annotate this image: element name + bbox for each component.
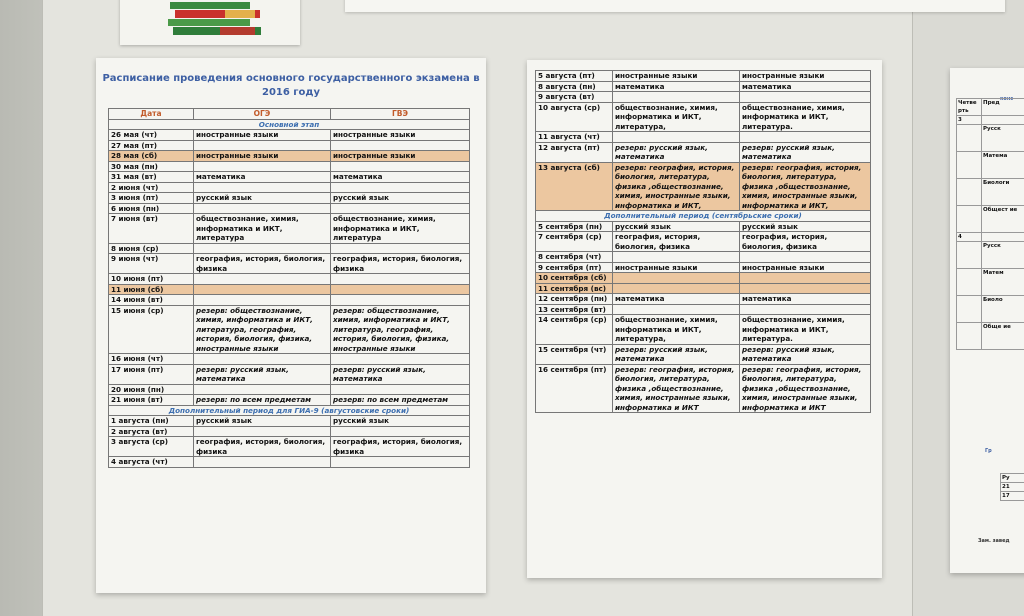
table-row bbox=[109, 214, 470, 244]
oge-cell bbox=[613, 273, 740, 284]
gve-cell bbox=[331, 274, 470, 285]
date-cell: 5 сентября (пн) bbox=[536, 221, 613, 232]
gve-cell: иностранные языки bbox=[331, 130, 470, 141]
date-cell: 8 июня (ср) bbox=[109, 243, 194, 254]
top-poster-2 bbox=[345, 0, 1005, 12]
table-row bbox=[536, 71, 871, 82]
gve-cell bbox=[331, 140, 470, 151]
table-cell: 4 bbox=[957, 233, 982, 242]
date-cell: 12 августа (пт) bbox=[536, 142, 613, 162]
date-cell: 7 сентября (ср) bbox=[536, 232, 613, 252]
table-row bbox=[536, 294, 871, 305]
table-row bbox=[957, 152, 1024, 179]
table-row bbox=[957, 233, 1024, 242]
gve-cell: иностранные языки bbox=[740, 71, 871, 82]
oge-cell: обществознание, химия, информатика и ИКТ, литература, bbox=[613, 102, 740, 132]
table-row bbox=[109, 193, 470, 204]
gve-cell: резерв: русский язык, математика bbox=[740, 142, 871, 162]
oge-cell bbox=[613, 132, 740, 143]
gve-cell: резерв: география, история, биология, литература, физика ,обществознание, химия, иностранные языки, информатика и ИКТ, bbox=[740, 162, 871, 211]
table-row bbox=[957, 242, 1024, 269]
oge-cell: математика bbox=[613, 294, 740, 305]
date-cell: 4 августа (чт) bbox=[109, 457, 194, 468]
date-cell: 10 августа (ср) bbox=[536, 102, 613, 132]
date-cell: 30 мая (пн) bbox=[109, 161, 194, 172]
table-row bbox=[109, 243, 470, 254]
table-cell: 3 bbox=[957, 116, 982, 125]
gve-cell: география, история, биология, физика bbox=[331, 437, 470, 457]
date-cell: 2 августа (вт) bbox=[109, 426, 194, 437]
partial-sheet-3 bbox=[950, 68, 1024, 573]
oge-cell bbox=[194, 140, 331, 151]
table-row bbox=[957, 323, 1024, 350]
date-cell: 1 августа (пн) bbox=[109, 416, 194, 427]
oge-cell bbox=[194, 384, 331, 395]
table-row bbox=[109, 384, 470, 395]
table-row bbox=[109, 254, 470, 274]
table-row bbox=[1001, 474, 1024, 483]
oge-cell: резерв: география, история, биология, литература, физика ,обществознание, химия, иностранные языки, информатика и ИКТ bbox=[613, 364, 740, 413]
oge-cell: иностранные языки bbox=[613, 262, 740, 273]
table-cell: Русск bbox=[982, 125, 1024, 152]
table-row bbox=[109, 182, 470, 193]
gve-cell: резерв: география, история, биология, литература, физика ,обществознание, химия, иностранные языки, информатика и ИКТ bbox=[740, 364, 871, 413]
table-row bbox=[109, 437, 470, 457]
table-row bbox=[957, 125, 1024, 152]
oge-cell: иностранные языки bbox=[194, 130, 331, 141]
oge-cell bbox=[613, 252, 740, 263]
table-row bbox=[536, 162, 871, 211]
oge-cell: русский язык bbox=[613, 221, 740, 232]
gve-cell: резерв: по всем предметам bbox=[331, 395, 470, 406]
table-row bbox=[109, 161, 470, 172]
date-cell: 5 августа (пт) bbox=[536, 71, 613, 82]
oge-cell bbox=[613, 92, 740, 103]
oge-cell: резерв: русский язык, математика bbox=[194, 364, 331, 384]
oge-cell bbox=[194, 426, 331, 437]
table-row bbox=[109, 305, 470, 354]
oge-cell bbox=[613, 304, 740, 315]
table-row bbox=[1001, 483, 1024, 492]
header-oge: ОГЭ bbox=[194, 109, 331, 120]
table-row bbox=[109, 364, 470, 384]
table-cell bbox=[982, 233, 1024, 242]
date-cell: 8 сентября (чт) bbox=[536, 252, 613, 263]
gve-cell bbox=[331, 243, 470, 254]
gve-cell bbox=[740, 273, 871, 284]
date-cell: 15 сентября (чт) bbox=[536, 344, 613, 364]
table-row bbox=[957, 116, 1024, 125]
gve-cell bbox=[331, 354, 470, 365]
table-row bbox=[109, 140, 470, 151]
section-label: Дополнительный период (сентябрьские сроки) bbox=[536, 211, 871, 222]
section-row bbox=[109, 405, 470, 416]
date-cell: 9 августа (вт) bbox=[536, 92, 613, 103]
date-cell: 9 сентября (пт) bbox=[536, 262, 613, 273]
date-cell: 14 июня (вт) bbox=[109, 295, 194, 306]
table-row bbox=[536, 283, 871, 294]
table-row bbox=[109, 172, 470, 183]
date-cell: 26 мая (чт) bbox=[109, 130, 194, 141]
table-row bbox=[109, 426, 470, 437]
oge-cell bbox=[194, 161, 331, 172]
gve-cell: резерв: русский язык, математика bbox=[740, 344, 871, 364]
table-row bbox=[536, 92, 871, 103]
table-row bbox=[109, 203, 470, 214]
table-cell bbox=[957, 296, 982, 323]
oge-cell: резерв: обществознание, химия, информатика и ИКТ, литература, география, история, биология, физика, иностранные языки bbox=[194, 305, 331, 354]
table-row bbox=[536, 344, 871, 364]
oge-cell bbox=[194, 354, 331, 365]
date-cell: 31 мая (вт) bbox=[109, 172, 194, 183]
gve-cell bbox=[331, 295, 470, 306]
oge-cell bbox=[613, 283, 740, 294]
sheet3-note: Гр bbox=[985, 448, 992, 454]
gve-cell: география, история, биология, физика bbox=[331, 254, 470, 274]
date-cell: 16 сентября (пт) bbox=[536, 364, 613, 413]
table-row bbox=[536, 102, 871, 132]
table-cell: Матем bbox=[982, 269, 1024, 296]
oge-cell bbox=[194, 243, 331, 254]
table-row bbox=[536, 221, 871, 232]
date-cell: 13 августа (сб) bbox=[536, 162, 613, 211]
gve-cell: обществознание, химия, информатика и ИКТ, литература. bbox=[740, 102, 871, 132]
section-row-main bbox=[109, 119, 470, 130]
table-cell: Общест ие bbox=[982, 206, 1024, 233]
schedule-sheet-1 bbox=[96, 58, 486, 593]
table-row bbox=[536, 142, 871, 162]
gve-cell bbox=[331, 182, 470, 193]
table-row bbox=[957, 206, 1024, 233]
gve-cell: география, история, биология, физика bbox=[740, 232, 871, 252]
gve-cell bbox=[740, 283, 871, 294]
gve-cell bbox=[740, 92, 871, 103]
gve-cell: русский язык bbox=[740, 221, 871, 232]
oge-cell bbox=[194, 457, 331, 468]
table-row bbox=[109, 416, 470, 427]
table-row bbox=[536, 252, 871, 263]
table-cell bbox=[957, 269, 982, 296]
gve-cell: иностранные языки bbox=[740, 262, 871, 273]
oge-cell: математика bbox=[613, 81, 740, 92]
oge-cell: резерв: география, история, биология, литература, физика ,обществознание, химия, иностранные языки, информатика и ИКТ, bbox=[613, 162, 740, 211]
date-cell: 11 сентября (вс) bbox=[536, 283, 613, 294]
schedule-table-1 bbox=[108, 108, 470, 468]
table-cell: Биоло bbox=[982, 296, 1024, 323]
gve-cell: обществознание, химия, информатика и ИКТ, литература. bbox=[740, 315, 871, 345]
oge-cell: география, история, биология, физика bbox=[194, 254, 331, 274]
oge-cell: иностранные языки bbox=[613, 71, 740, 82]
sheet3-header: конс bbox=[1000, 96, 1014, 102]
oge-cell bbox=[194, 274, 331, 285]
header-date: Дата bbox=[109, 109, 194, 120]
table-row bbox=[109, 354, 470, 365]
date-cell: 7 июня (вт) bbox=[109, 214, 194, 244]
date-cell: 28 мая (сб) bbox=[109, 151, 194, 162]
oge-cell bbox=[194, 182, 331, 193]
gve-cell bbox=[331, 161, 470, 172]
section-row bbox=[536, 211, 871, 222]
table-cell: Русск bbox=[982, 242, 1024, 269]
date-cell: 3 июня (пт) bbox=[109, 193, 194, 204]
date-cell: 10 июня (пт) bbox=[109, 274, 194, 285]
partial-table-3 bbox=[956, 98, 1024, 350]
date-cell: 16 июня (чт) bbox=[109, 354, 194, 365]
oge-cell: иностранные языки bbox=[194, 151, 331, 162]
partial-mini-table bbox=[1000, 473, 1024, 501]
table-cell bbox=[957, 152, 982, 179]
page-title: Расписание проведения основного государственного экзамена в 2016 году bbox=[102, 73, 480, 98]
table-header-row bbox=[109, 109, 470, 120]
gve-cell bbox=[740, 304, 871, 315]
table-row bbox=[109, 295, 470, 306]
oge-cell: русский язык bbox=[194, 193, 331, 204]
sheet3-footer: Зам. завед bbox=[978, 538, 1010, 544]
table-row bbox=[109, 274, 470, 285]
date-cell: 12 сентября (пн) bbox=[536, 294, 613, 305]
gve-cell bbox=[331, 384, 470, 395]
table-cell: Матема bbox=[982, 152, 1024, 179]
table-row bbox=[536, 304, 871, 315]
table-row bbox=[536, 364, 871, 413]
table-cell: 21 bbox=[1001, 483, 1024, 492]
schedule-table-2 bbox=[535, 70, 871, 413]
table-cell: Пред bbox=[982, 99, 1024, 116]
table-row bbox=[109, 284, 470, 295]
date-cell: 10 сентября (сб) bbox=[536, 273, 613, 284]
schedule-sheet-2 bbox=[527, 60, 882, 578]
date-cell: 13 сентября (вт) bbox=[536, 304, 613, 315]
oge-cell: резерв: русский язык, математика bbox=[613, 344, 740, 364]
gve-cell: резерв: обществознание, химия, информатика и ИКТ, литература, география, история, биология, физика, иностранные языки bbox=[331, 305, 470, 354]
table-cell: Биологи bbox=[982, 179, 1024, 206]
date-cell: 11 июня (сб) bbox=[109, 284, 194, 295]
gve-cell: русский язык bbox=[331, 193, 470, 204]
date-cell: 9 июня (чт) bbox=[109, 254, 194, 274]
date-cell: 17 июня (пт) bbox=[109, 364, 194, 384]
table-cell bbox=[957, 323, 982, 350]
gve-cell bbox=[331, 457, 470, 468]
table-row bbox=[957, 296, 1024, 323]
table-row bbox=[536, 232, 871, 252]
gve-cell bbox=[740, 132, 871, 143]
gve-cell bbox=[331, 284, 470, 295]
date-cell: 27 мая (пт) bbox=[109, 140, 194, 151]
gve-cell: иностранные языки bbox=[331, 151, 470, 162]
table-row bbox=[957, 99, 1024, 116]
oge-cell: обществознание, химия, информатика и ИКТ, литература bbox=[194, 214, 331, 244]
gve-cell bbox=[331, 426, 470, 437]
date-cell: 11 августа (чт) bbox=[536, 132, 613, 143]
table-cell bbox=[982, 116, 1024, 125]
gve-cell: математика bbox=[740, 294, 871, 305]
oge-cell: русский язык bbox=[194, 416, 331, 427]
gve-cell: обществознание, химия, информатика и ИКТ, литература bbox=[331, 214, 470, 244]
oge-cell: резерв: русский язык, математика bbox=[613, 142, 740, 162]
date-cell: 20 июня (пн) bbox=[109, 384, 194, 395]
table-row bbox=[109, 151, 470, 162]
date-cell: 14 сентября (ср) bbox=[536, 315, 613, 345]
table-row bbox=[536, 273, 871, 284]
table-row bbox=[957, 179, 1024, 206]
gve-cell: математика bbox=[740, 81, 871, 92]
gve-cell: резерв: русский язык, математика bbox=[331, 364, 470, 384]
oge-cell: математика bbox=[194, 172, 331, 183]
table-cell bbox=[957, 125, 982, 152]
table-row bbox=[536, 81, 871, 92]
date-cell: 2 июня (чт) bbox=[109, 182, 194, 193]
table-cell: Четве рть bbox=[957, 99, 982, 116]
books-illustration-icon bbox=[165, 0, 265, 40]
date-cell: 3 августа (ср) bbox=[109, 437, 194, 457]
date-cell: 15 июня (ср) bbox=[109, 305, 194, 354]
table-row bbox=[536, 315, 871, 345]
gve-cell bbox=[740, 252, 871, 263]
table-row bbox=[1001, 492, 1024, 501]
date-cell: 6 июня (пн) bbox=[109, 203, 194, 214]
oge-cell bbox=[194, 295, 331, 306]
table-row bbox=[536, 132, 871, 143]
gve-cell bbox=[331, 203, 470, 214]
table-cell: 17 bbox=[1001, 492, 1024, 501]
date-cell: 8 августа (пн) bbox=[536, 81, 613, 92]
table-cell: Обще ие bbox=[982, 323, 1024, 350]
table-row bbox=[109, 130, 470, 141]
oge-cell bbox=[194, 203, 331, 214]
table-row bbox=[536, 262, 871, 273]
oge-cell: география, история, биология, физика bbox=[613, 232, 740, 252]
table-cell bbox=[957, 206, 982, 233]
oge-cell: обществознание, химия, информатика и ИКТ, литература, bbox=[613, 315, 740, 345]
oge-cell bbox=[194, 284, 331, 295]
table-cell bbox=[957, 179, 982, 206]
section-label: Дополнительный период для ГИА-9 (августовские сроки) bbox=[109, 405, 470, 416]
gve-cell: русский язык bbox=[331, 416, 470, 427]
table-cell: Ру bbox=[1001, 474, 1024, 483]
table-row bbox=[109, 457, 470, 468]
table-row bbox=[109, 395, 470, 406]
table-row bbox=[957, 269, 1024, 296]
date-cell: 21 июня (вт) bbox=[109, 395, 194, 406]
gve-cell: математика bbox=[331, 172, 470, 183]
header-gve: ГВЭ bbox=[331, 109, 470, 120]
table-cell bbox=[957, 242, 982, 269]
oge-cell: резерв: по всем предметам bbox=[194, 395, 331, 406]
oge-cell: география, история, биология, физика bbox=[194, 437, 331, 457]
section-label: Основной этап bbox=[109, 119, 470, 130]
